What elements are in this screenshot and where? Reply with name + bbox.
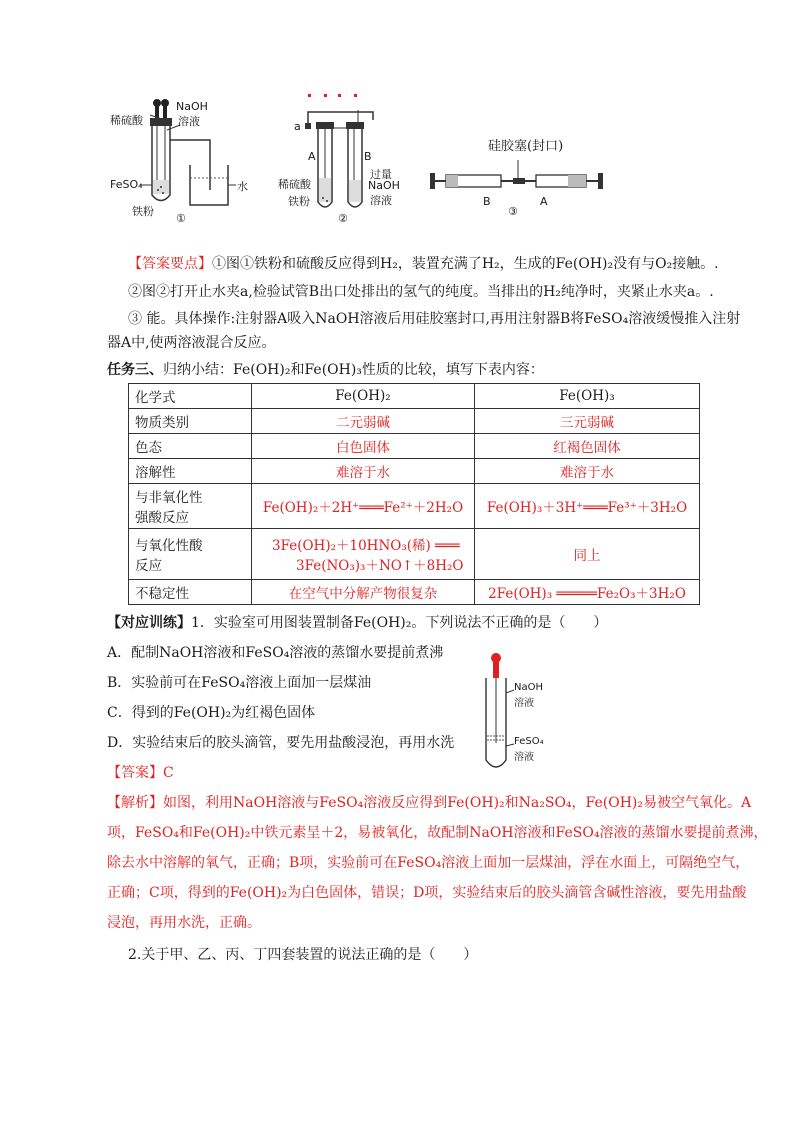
fe3-cell: 同上	[475, 529, 700, 580]
task3-tag: 任务三、	[107, 362, 163, 378]
fig3-stopper-label: 硅胶塞(封口)	[488, 139, 564, 154]
analysis-tag: 【解析】	[107, 795, 163, 811]
fe2-cell-line-1: 3Fe(OH)₂＋10HNO₃(稀) ═══	[272, 538, 460, 554]
table-row	[129, 409, 700, 434]
fig3-number: ③	[508, 205, 518, 218]
table-header-row	[129, 384, 700, 409]
table-row	[129, 580, 700, 605]
tube-feso4-label-2: 溶液	[514, 752, 534, 763]
answer-line	[107, 763, 174, 783]
fe3-cell: 红褐色固体	[475, 434, 700, 459]
tube-naoh-label: NaOH	[514, 682, 543, 693]
fig1-water-label: 水	[237, 180, 248, 193]
fig3-syringe-a-label: A	[540, 195, 548, 208]
fig1-number: ①	[176, 212, 186, 225]
table-row	[129, 484, 700, 529]
tube-naoh-label-2: 溶液	[514, 698, 534, 709]
figure-1	[110, 90, 250, 230]
fe2-cell-line-2: 3Fe(NO₃)₃＋NO↑＋8H₂O	[296, 558, 464, 574]
figure-test-tube	[480, 648, 560, 773]
fig2-acid-label: 稀硫酸	[278, 178, 311, 191]
figure-2	[278, 90, 408, 230]
question-1-text: 1．实验室可用图装置制备Fe(OH)₂。下列说法不正确的是（ ）	[191, 615, 608, 631]
row-label: 色态	[129, 434, 252, 459]
option-d: D．实验结束后的胶头滴管，要先用盐酸浸泡，再用水洗	[107, 735, 455, 751]
answer-points-tag: 【答案要点】	[128, 256, 212, 272]
table-row	[129, 434, 700, 459]
row-label: 不稳定性	[129, 580, 252, 605]
answer-value: C	[163, 765, 174, 781]
fig2-number: ②	[338, 212, 348, 225]
answer-point-1: ①图①铁粉和硫酸反应得到H₂，装置充满了H₂，生成的Fe(OH)₂没有与O₂接触。.	[212, 256, 719, 272]
fe2-cell: 难溶于水	[252, 459, 475, 484]
fig1-iron-label: 铁粉	[132, 205, 154, 218]
fe3-cell: 三元弱碱	[475, 409, 700, 434]
fe3-cell: 2Fe(OH)₃ ═════Fe₂O₃＋3H₂O	[475, 580, 700, 605]
training-q1	[107, 613, 607, 633]
fig2-tube-b-label: B	[364, 150, 372, 163]
analysis-line-3: 除去水中溶解的氧气，正确；B项，实验前可在FeSO₄溶液上面加一层煤油，浮在水面上，可隔绝空气，	[107, 855, 750, 871]
fe3-cell: Fe(OH)₃＋3H⁺═══Fe³⁺＋3H₂O	[475, 484, 700, 529]
fe3-cell: 难溶于水	[475, 459, 700, 484]
row-label-line-2: 反应	[135, 558, 162, 574]
fig1-naoh-label: NaOH	[176, 100, 208, 113]
fig2-tube-a-label: A	[308, 150, 316, 163]
row-label-line-2: 强酸反应	[135, 510, 189, 526]
fig1-feso4-label: FeSO₄	[110, 178, 143, 191]
fig1-acid-label: 稀硫酸	[110, 114, 143, 127]
fig1-naoh-label-2: 溶液	[178, 115, 200, 128]
answer-points-line-1	[128, 254, 719, 274]
figure-3	[428, 135, 608, 230]
fe2-cell: Fe(OH)₂＋2H⁺═══Fe²⁺＋2H₂O	[252, 484, 475, 529]
task3-heading	[107, 360, 544, 380]
task3-text: 归纳小结：Fe(OH)₂和Fe(OH)₃性质的比较，填写下表内容：	[163, 362, 544, 378]
answer-point-3a: ③ 能。具体操作:注射器A吸入NaOH溶液后用硅胶塞封口,再用注射器B将FeSO₄溶液缓慢推入注射	[128, 311, 741, 327]
answer-tag: 【答案】	[107, 765, 163, 781]
analysis-line-4: 正确；C项，得到的Fe(OH)₂为白色固体，错误；D项，实验结束后的胶头滴管含碱性溶液，要先用盐酸	[107, 885, 747, 901]
fig3-syringe-b-label: B	[483, 195, 491, 208]
row-label	[129, 484, 252, 529]
option-a: A．配制NaOH溶液和FeSO₄溶液的蒸馏水要提前煮沸	[107, 645, 444, 661]
table-row	[129, 529, 700, 580]
table-header-cell: Fe(OH)₂	[252, 384, 475, 409]
analysis-text-1: 如图，利用NaOH溶液与FeSO₄溶液反应得到Fe(OH)₂和Na₂SO₄，Fe(OH)₂易被空气氧化。A	[163, 795, 752, 811]
fig2-iron-label: 铁粉	[288, 195, 310, 208]
fe2-cell: 在空气中分解产物很复杂	[252, 580, 475, 605]
table-row	[129, 459, 700, 484]
comparison-table	[128, 383, 700, 605]
fe2-cell: 白色固体	[252, 434, 475, 459]
row-label-line-1: 与氧化性酸	[135, 538, 203, 554]
answer-point-2: ②图②打开止水夹a,检验试管B出口处排出的氢气的纯度。当排出的H₂纯净时，夹紧止水夹a。.	[128, 284, 714, 300]
row-label: 溶解性	[129, 459, 252, 484]
analysis-line-2: 项，FeSO₄和Fe(OH)₂中铁元素呈＋2，易被氧化，故配制NaOH溶液和FeSO₄溶液的蒸馏水要提前煮沸，	[107, 825, 768, 841]
fig2-excess-label: 过量	[370, 168, 392, 181]
fig2-clip-a-label: a	[294, 120, 301, 133]
analysis-line-5: 浸泡，再用水洗，正确。	[107, 915, 261, 931]
tube-feso4-label: FeSO₄	[514, 736, 544, 747]
option-c: C．得到的Fe(OH)₂为红褐色固体	[107, 705, 316, 721]
fig2-naoh-label: NaOH	[368, 179, 400, 192]
training-tag: 【对应训练】	[107, 615, 191, 631]
fe2-cell	[252, 529, 475, 580]
question-2: 2.关于甲、乙、丙、丁四套装置的说法正确的是（ ）	[128, 947, 478, 963]
fig2-naoh-label-2: 溶液	[370, 194, 392, 207]
analysis-line-1	[107, 793, 751, 813]
fe2-cell: 二元弱碱	[252, 409, 475, 434]
row-label-line-1: 与非氧化性	[135, 490, 203, 506]
option-b: B．实验前可在FeSO₄溶液上面加一层煤油	[107, 675, 372, 691]
answer-point-3b: 器A中,使两溶液混合反应。	[107, 335, 276, 351]
row-label: 物质类别	[129, 409, 252, 434]
apparatus-2-drawing	[278, 90, 408, 230]
row-label	[129, 529, 252, 580]
table-header-cell: Fe(OH)₃	[475, 384, 700, 409]
table-header-cell: 化学式	[129, 384, 252, 409]
